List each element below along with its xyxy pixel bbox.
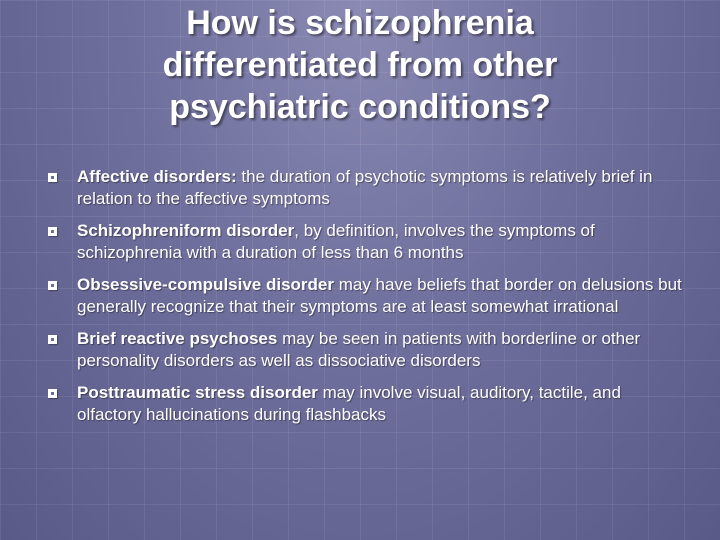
bullet-term: Obsessive-compulsive disorder xyxy=(77,275,334,294)
bullet-text: may have beliefs that border on delusions but generally recognize that their symptoms are at least somewhat irrational xyxy=(77,275,682,316)
slide-title xyxy=(40,2,680,128)
bullet-item xyxy=(48,220,688,264)
bullet-text: the duration of psychotic symptoms is relatively brief in relation to the affective symptoms xyxy=(77,167,653,208)
square-bullet-icon xyxy=(48,281,57,290)
bullet-item xyxy=(48,382,688,426)
title-line: psychiatric conditions? xyxy=(169,88,551,126)
bullet-item xyxy=(48,328,688,372)
title-line: How is schizophrenia xyxy=(186,4,534,42)
square-bullet-icon xyxy=(48,335,57,344)
bullet-term: Posttraumatic stress disorder xyxy=(77,383,318,402)
bullet-text: may involve visual, auditory, tactile, and olfactory hallucinations during flashbacks xyxy=(77,383,621,424)
title-line: differentiated from other xyxy=(162,46,558,84)
bullet-item xyxy=(48,166,688,210)
bullet-item xyxy=(48,274,688,318)
bullet-term: Affective disorders: xyxy=(77,167,237,186)
bullet-text: , by definition, involves the symptoms of schizophrenia with a duration of less than 6 months xyxy=(77,221,595,262)
bullet-term: Schizophreniform disorder xyxy=(77,221,295,240)
square-bullet-icon xyxy=(48,173,57,182)
square-bullet-icon xyxy=(48,227,57,236)
bullet-text: may be seen in patients with borderline or other personality disorders as well as dissociative disorders xyxy=(77,329,641,370)
bullet-term: Brief reactive psychoses xyxy=(77,329,278,348)
bullet-list xyxy=(48,166,688,436)
square-bullet-icon xyxy=(48,389,57,398)
